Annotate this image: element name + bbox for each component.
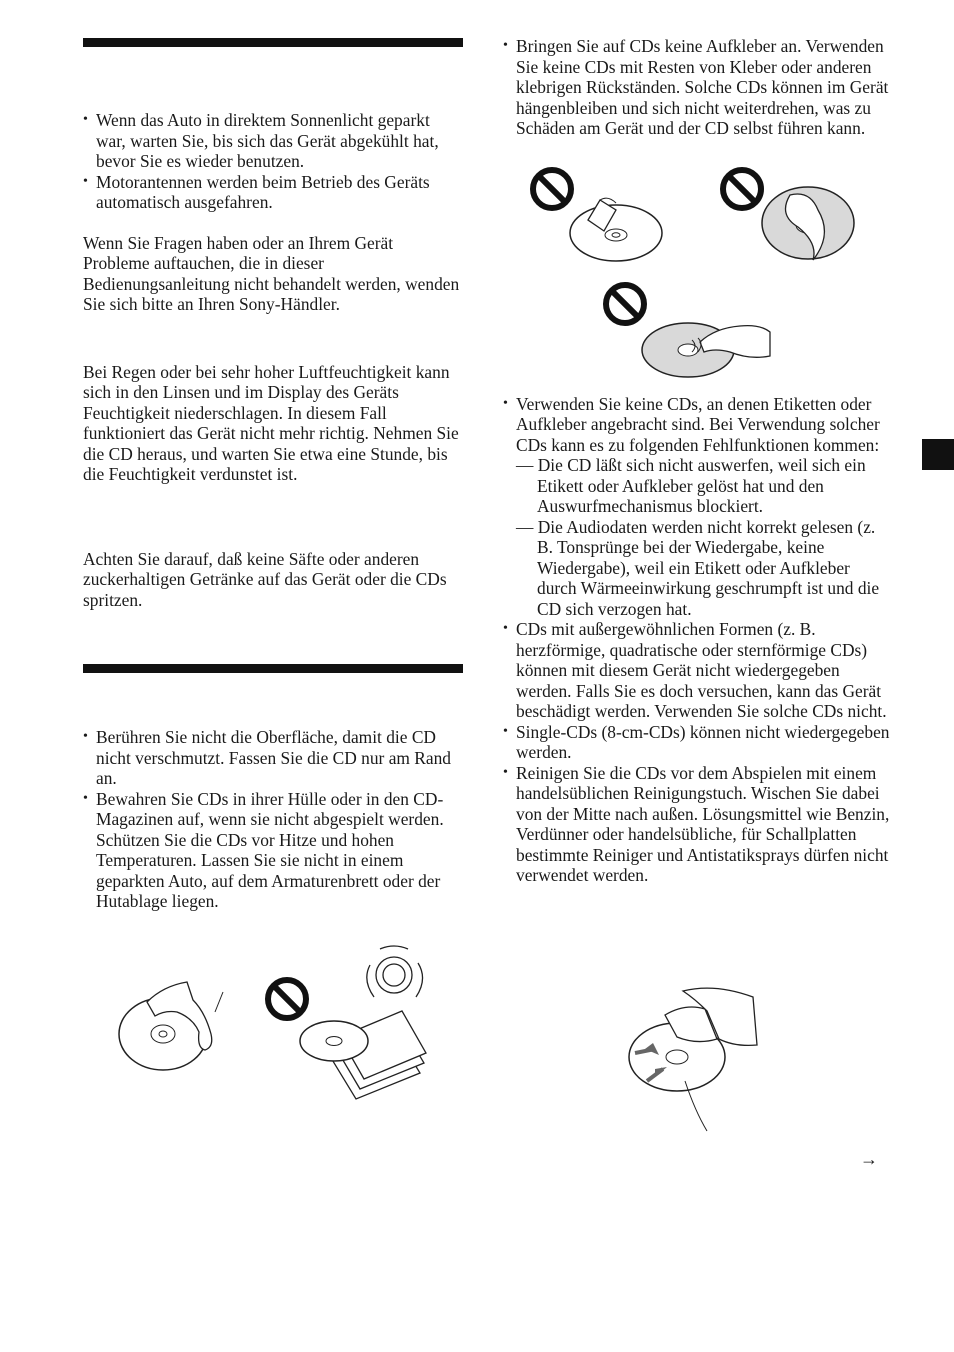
bullet-item: • Berühren Sie nicht die Oberfläche, damit die CD nicht verschmutzt. Fassen Sie die CD nur am Rand an.	[83, 727, 463, 789]
bullet-item: • Motorantennen werden beim Betrieb des Geräts automatisch ausgefahren.	[83, 172, 463, 213]
bullet-item: • Wenn das Auto in direktem Sonnenlicht geparkt war, warten Sie, bis sich das Gerät abgekühlt hat, bevor Sie es wieder benutzen.	[83, 110, 463, 172]
bullet-item: • Single-CDs (8-cm-CDs) können nicht wiedergegeben werden.	[503, 722, 893, 763]
sugar-paragraph: Achten Sie darauf, daß keine Säfte oder anderen zuckerhaltigen Getränke auf das Gerät oder die CDs spritzen.	[83, 548, 447, 610]
prohibited-icon	[723, 170, 761, 208]
section-tab-marker	[922, 439, 954, 470]
cd-with-peeling-label-illustration	[718, 165, 858, 265]
cd-handling-bullet-list	[83, 727, 463, 912]
left-column	[83, 38, 463, 912]
dash-item: — Die CD läßt sich nicht auswerfen, weil sich ein Etikett oder Aufkleber gelöst hat und den Auswurfmechanismus blockiert.	[516, 455, 866, 516]
holding-cd-illustration	[115, 972, 240, 1077]
prohibited-icon	[268, 980, 306, 1018]
continue-arrow-icon: →	[860, 1149, 878, 1169]
bullet-item: • Bringen Sie auf CDs keine Aufkleber an. Verwenden Sie keine CDs mit Resten von Kleber oder anderen klebrigen Rückständen. Solche CDs können im Gerät hängenbleiben und sich nicht weiterdrehen, was zu Schäden am Gerät und der CD selbst führen kann.	[503, 36, 893, 139]
sun-icon	[367, 946, 423, 997]
bullet-item: • CDs mit außergewöhnlichen Formen (z. B. herzförmige, quadratische oder sternförmige CDs) können mit diesem Gerät nicht wiedergegeben werden. Falls Sie es doch versuchen, kann das Gerät beschädigt werden. Verwenden Sie solche CDs nicht.	[503, 619, 893, 722]
bullet-item	[503, 394, 893, 620]
right-column	[503, 36, 893, 886]
section-rule-top	[83, 38, 463, 47]
cd-with-residue-illustration	[600, 280, 780, 380]
bullet-item: • Bewahren Sie CDs in ihrer Hülle oder in den CD-Magazinen auf, wenn sie nicht abgespielt werden. Schützen Sie die CDs vor Hitze und hohen Temperaturen. Lassen Sie sie nicht in einem geparkten Auto, auf dem Armaturenbrett oder der Hutablage liegen.	[83, 789, 463, 912]
prohibited-icon	[606, 285, 644, 323]
prohibited-icon	[533, 170, 571, 208]
cleaning-cd-illustration	[625, 985, 760, 1135]
label-bullet-text: Verwenden Sie keine CDs, an denen Etiketten oder Aufkleber angebracht sind. Bei Verwendung solcher CDs kann es zu folgenden Fehlfunktionen kommen:	[516, 393, 880, 455]
label-bullet-list	[503, 394, 893, 886]
moisture-paragraph: Bei Regen oder bei sehr hoher Luftfeuchtigkeit kann sich in den Linsen und im Display des Geräts Feuchtigkeit niederschlagen. In diesem Fall funktioniert das Gerät nicht mehr richtig. Nehmen Sie die CD heraus, und warten Sie etwa eine Stunde, bis die Feuchtigkeit verdunstet ist.	[83, 361, 459, 484]
questions-paragraph: Wenn Sie Fragen haben oder an Ihrem Gerät Probleme auftauchen, die in dieser Bedienungsanleitung nicht behandelt werden, wenden Sie sich bitte an Ihren Sony-Händler.	[83, 232, 460, 314]
cd-with-sticker-illustration	[528, 165, 668, 265]
sticker-bullet-list	[503, 36, 893, 139]
section-rule-cd	[83, 664, 463, 673]
dash-item: — Die Audiodaten werden nicht korrekt gelesen (z. B. Tonsprünge bei der Wiedergabe, keine Wiedergabe), weil ein Etikett oder Aufkleber durch Wärmeeinwirkung geschrumpft ist und die CD sich verzogen hat.	[516, 516, 880, 619]
cd-heat-illustration	[262, 945, 437, 1100]
bullet-item: • Reinigen Sie die CDs vor dem Abspielen mit einem handelsüblichen Reinigungstuch. Wischen Sie dabei von der Mitte nach außen. Lösungsmittel wie Benzin, Verdünner oder handelsübliche, für Schallplatten bestimmte Reiniger und Antistatiksprays dürfen nicht verwendet werden.	[503, 763, 893, 886]
heat-bullet-list	[83, 110, 463, 213]
